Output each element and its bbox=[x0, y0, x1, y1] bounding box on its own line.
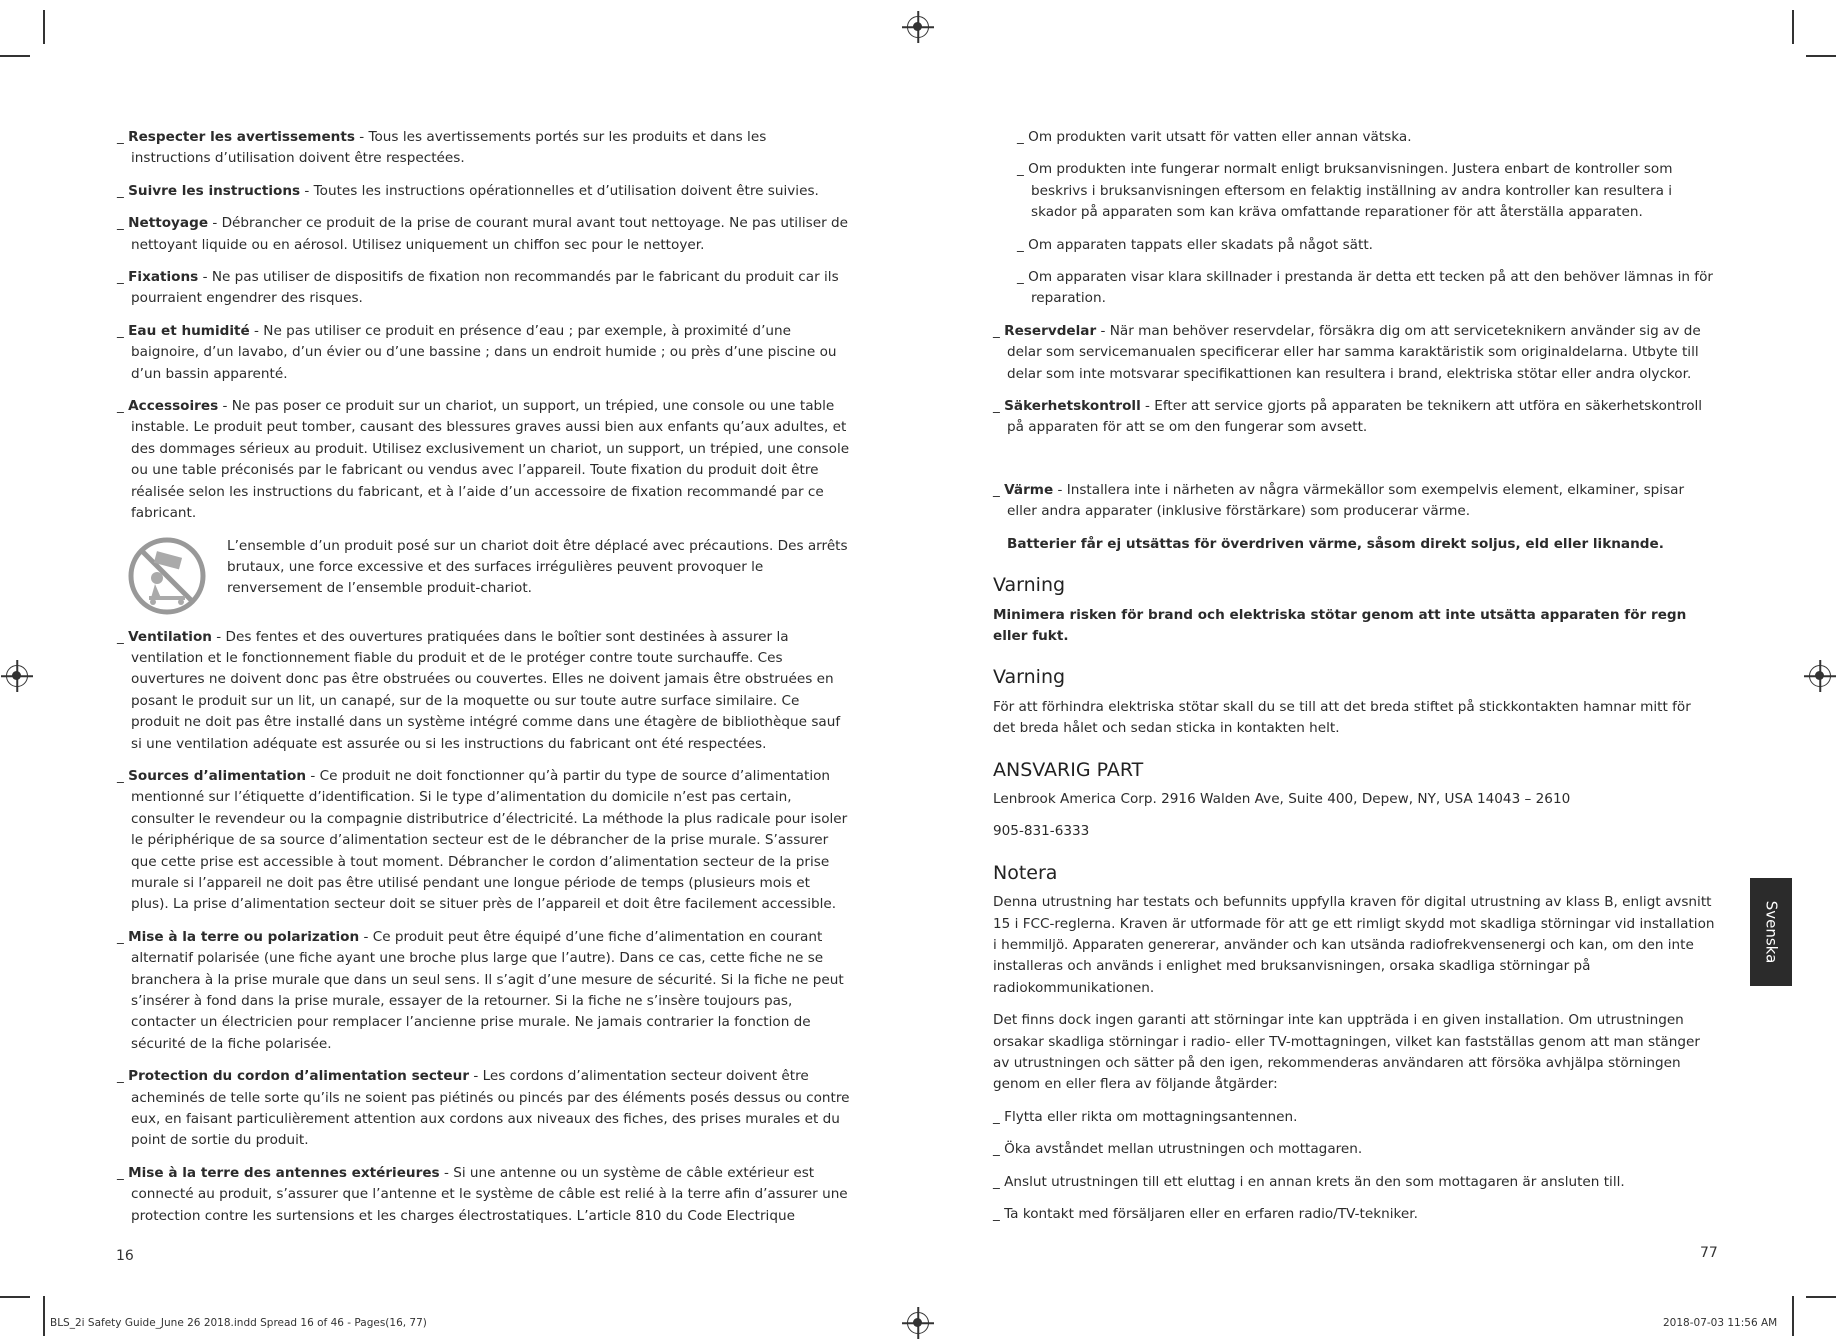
crop-mark bbox=[43, 1296, 45, 1336]
list-item: _ Om produkten varit utsatt för vatten eller annan vätska. bbox=[1017, 129, 1412, 145]
cart-warning-text: L’ensemble d’un produit posé sur un chariot doit être déplacé avec précautions. Des arrêts brutaux, une force excessive et des surfaces irrégulières peuvent provoquer le renversement de l’ensemble produit-chariot. bbox=[227, 537, 848, 597]
language-tab-label: Svenska bbox=[1762, 900, 1781, 964]
warning-text: För att förhindra elektriska stötar skall du se till att det breda stiftet på stickkontakten hamnar mitt för det breda hålet och sedan sticka in kontakten helt. bbox=[993, 698, 1691, 737]
page-number-left: 16 bbox=[116, 1248, 134, 1264]
crop-mark bbox=[0, 55, 30, 57]
slug-file-info: BLS_2i Safety Guide_June 26 2018.indd Spread 16 of 46 - Pages(16, 77) bbox=[50, 1317, 427, 1329]
list-item: _ Mise à la terre ou polarization - Ce produit peut être équipé d’une fiche d’alimentation en courant alternatif polarisée (une fiche ayant une broche plus large que l’autre). Dans ce cas, cette fiche ne se branchera à la prise murale que dans un seul sens. Il s’agit d’une mesure de sécurité. Si la fiche ne peut s’insérer à fond dans la prise murale, essayer de la retourner. Si la fiche ne s’insère toujours pas, contacter un électricien pour remplacer l’ancienne prise murale. Ne jamais contrarier la fonction de sécurité de la fiche polarisée. bbox=[117, 928, 844, 1052]
list-item: _ Accessoires - Ne pas poser ce produit sur un chariot, un support, un trépied, une console ou une table instable. Le produit peut tomber, causant des blessures graves aussi bien aux enfants qu’aux adultes, et des dommages sérieux au produit. Utilisez exclusivement un chariot, un support, un trépied, une console ou une table préconisés par le fabricant ou vendus avec l’appareil. Toute fixation du produit doit être réalisée selon les instructions du fabricant, et à l’aide d’un accessoire de fixation recommandé par ce fabricant. bbox=[117, 398, 850, 522]
section-heading: Varning bbox=[993, 574, 1066, 597]
section-heading: Notera bbox=[993, 861, 1058, 884]
list-item: _ Mise à la terre des antennes extérieures - Si une antenne ou un système de câble extérieur est connecté au produit, s’assurer que l’antenne et le système de câble est relié à la terre afin d’assurer une protection contre les surtensions et les charges électrostatiques. L’article 810 du Code Electrique bbox=[117, 1164, 848, 1224]
crop-mark bbox=[43, 10, 45, 44]
list-item: _ Reservdelar - När man behöver reservdelar, försäkra dig om att serviceteknikern använder sig av de delar som servicemanualen specificerar eller har samma karaktäristik som originaldelarna. Utbyte till delar som inte motsvarar specifikattionen kan resultera i brand, elektriska stötar eller andra olyckor. bbox=[993, 322, 1701, 382]
party-address: Lenbrook America Corp. 2916 Walden Ave, Suite 400, Depew, NY, USA 14043 – 2610 bbox=[993, 790, 1571, 807]
left-page-column bbox=[117, 127, 850, 1238]
section-heading: ANSVARIG PART bbox=[993, 758, 1144, 781]
warning-text: Minimera risken för brand och elektriska stötar genom att inte utsätta apparaten för regn eller fukt. bbox=[993, 606, 1687, 644]
crop-mark bbox=[1792, 1296, 1794, 1336]
list-item: _ Flytta eller rikta om mottagningsantennen. bbox=[993, 1108, 1298, 1125]
slug-timestamp: 2018-07-03 11:56 AM bbox=[1663, 1317, 1778, 1329]
list-item: _ Säkerhetskontroll - Efter att service gjorts på apparaten be teknikern att utföra en säkerhetskontroll på apparaten för att se om den fungerar som avsett. bbox=[993, 398, 1703, 436]
list-item: _ Om produkten inte fungerar normalt enligt bruksanvisningen. Justera enbart de kontroller som beskrivs i bruksanvisningen eftersom en felaktig inställning av andra kontroller kan resultera i skador på apparaten som kan kräva omfattande reparationer för att återställa apparaten. bbox=[1017, 161, 1673, 221]
list-item: _ Värme - Installera inte i närheten av några värmekällor som exempelvis element, elkaminer, spisar eller andra apparater (inklusive förstärkare) som producerar värme. bbox=[993, 481, 1685, 520]
page-number-right: 77 bbox=[1700, 1245, 1718, 1261]
registration-mark-icon bbox=[907, 1312, 929, 1334]
list-item: _ Sources d’alimentation - Ce produit ne doit fonctionner qu’à partir du type de source d’alimentation mentionné sur l’étiquette d’identification. Si le type d’alimentation du domicile n’est pas certain, consulter le revendeur ou la compagnie distributrice d’électricité. La méthode la plus radicale pour isoler le périphérique de sa source d’alimentation secteur est de le débrancher de la prise murale. S’assurer que cette prise est accessible à tout moment. Débrancher le cordon d’alimentation secteur de la prise murale si l’appareil ne doit pas être utilisé pendant une longue période de temps (plusieurs mois et plus). La prise d’alimentation secteur doit se situer près de l’appareil et doit être facilement accessible. bbox=[117, 767, 848, 913]
list-item: _ Ta kontakt med försäljaren eller en erfaren radio/TV-tekniker. bbox=[993, 1206, 1418, 1223]
party-phone: 905-831-6333 bbox=[993, 823, 1090, 840]
list-item: _ Protection du cordon d’alimentation secteur - Les cordons d’alimentation secteur doivent être acheminés de telle sorte qu’ils ne soient pas piétinés ou pincés par des éléments posés dessus ou contre eux, en faisant particulièrement attention aux cordons aux niveaux des fiches, des prises murales et du point de sortie du produit. bbox=[117, 1068, 850, 1149]
language-side-tab bbox=[1750, 878, 1792, 986]
list-item: _ Om apparaten visar klara skillnader i prestanda är detta ett tecken på att den behöver lämnas in för reparation. bbox=[1017, 269, 1713, 307]
list-item: _ Fixations - Ne pas utiliser de dispositifs de fixation non recommandés par le fabricant du produit car ils pourraient engendrer des risques. bbox=[117, 269, 839, 307]
registration-mark-icon bbox=[1809, 665, 1831, 687]
crop-mark bbox=[0, 1296, 30, 1298]
right-page-column bbox=[993, 127, 1715, 1236]
crop-mark bbox=[1806, 55, 1836, 57]
list-item: _ Nettoyage - Débrancher ce produit de la prise de courant mural avant tout nettoyage. Ne pas utiliser de nettoyant liquide ou en aérosol. Utilisez uniquement un chiffon sec pour le nettoyer. bbox=[117, 215, 848, 253]
crop-mark bbox=[1792, 10, 1794, 44]
crop-mark bbox=[1806, 1296, 1836, 1298]
list-item: _ Öka avståndet mellan utrustningen och mottagaren. bbox=[993, 1141, 1363, 1158]
registration-mark-icon bbox=[6, 665, 28, 687]
notera-paragraph: Det finns dock ingen garanti att störningar inte kan uppträda i en given installation. Om utrustningen orsakar skadliga störningar i radio- eller TV-mottagningen, vilket kan fastställas genom att man stänger av utrustningen och sätter på den igen, rekommenderas användaren att försöka avhjälpa störningen genom en eller flera av följande åtgärder: bbox=[993, 1012, 1700, 1093]
notera-paragraph: Denna utrustning har testats och befunnits uppfylla kraven för digital utrustning av klass B, enligt avsnitt 15 i FCC-reglerna. Kraven är utformade för att ge ett rimligt skydd mot skadliga störningar vid installation i hemmiljö. Apparaten genererar, använder och kan utsända radiofrekvensenergi och kan, om den inte installeras och används i enlighet med bruksanvisningen, orsaka skadliga störningar på radiokommunikationen. bbox=[993, 894, 1715, 996]
list-item: _ Respecter les avertissements - Tous les avertissements portés sur les produits et dans les instructions d’utilisation doivent être respectées. bbox=[117, 129, 767, 167]
battery-note: Batterier får ej utsättas för överdriven värme, såsom direkt soljus, eld eller liknande. bbox=[1007, 535, 1664, 552]
cart-warning bbox=[117, 536, 850, 616]
list-item: _ Eau et humidité - Ne pas utiliser ce produit en présence d’eau ; par exemple, à proximité d’une baignoire, d’un lavabo, d’un évier ou d’une bassine ; dans un endroit humide ; ou près d’une piscine ou d’un bassin apparenté. bbox=[117, 322, 837, 382]
list-item: _ Anslut utrustningen till ett eluttag i en annan krets än den som mottagaren är ansluten till. bbox=[993, 1173, 1625, 1190]
list-item: _ Om apparaten tappats eller skadats på något sätt. bbox=[1017, 236, 1373, 253]
cart-tip-warning-icon bbox=[127, 536, 207, 616]
list-item: _ Ventilation - Des fentes et des ouvertures pratiquées dans le boîtier sont destinées à assurer la ventilation et le fonctionnement fiable du produit et de le protéger contre toute surchauffe. Ces ouvertures ne doivent donc pas être obstruées ou couvertes. Elles ne doivent jamais être obstruées en posant le produit sur un lit, un canapé, sur de la moquette ou sur toute autre surface similaire. Ce produit ne doit pas être installé dans un système intégré comme dans une étagère de bibliothèque sauf si une ventilation adéquate est assurée ou si les instructions du fabricant ont été respectées. bbox=[117, 628, 841, 752]
registration-mark-icon bbox=[907, 16, 929, 38]
section-heading: Varning bbox=[993, 666, 1066, 689]
list-item: _ Suivre les instructions - Toutes les instructions opérationnelles et d’utilisation doivent être suivies. bbox=[117, 182, 819, 199]
